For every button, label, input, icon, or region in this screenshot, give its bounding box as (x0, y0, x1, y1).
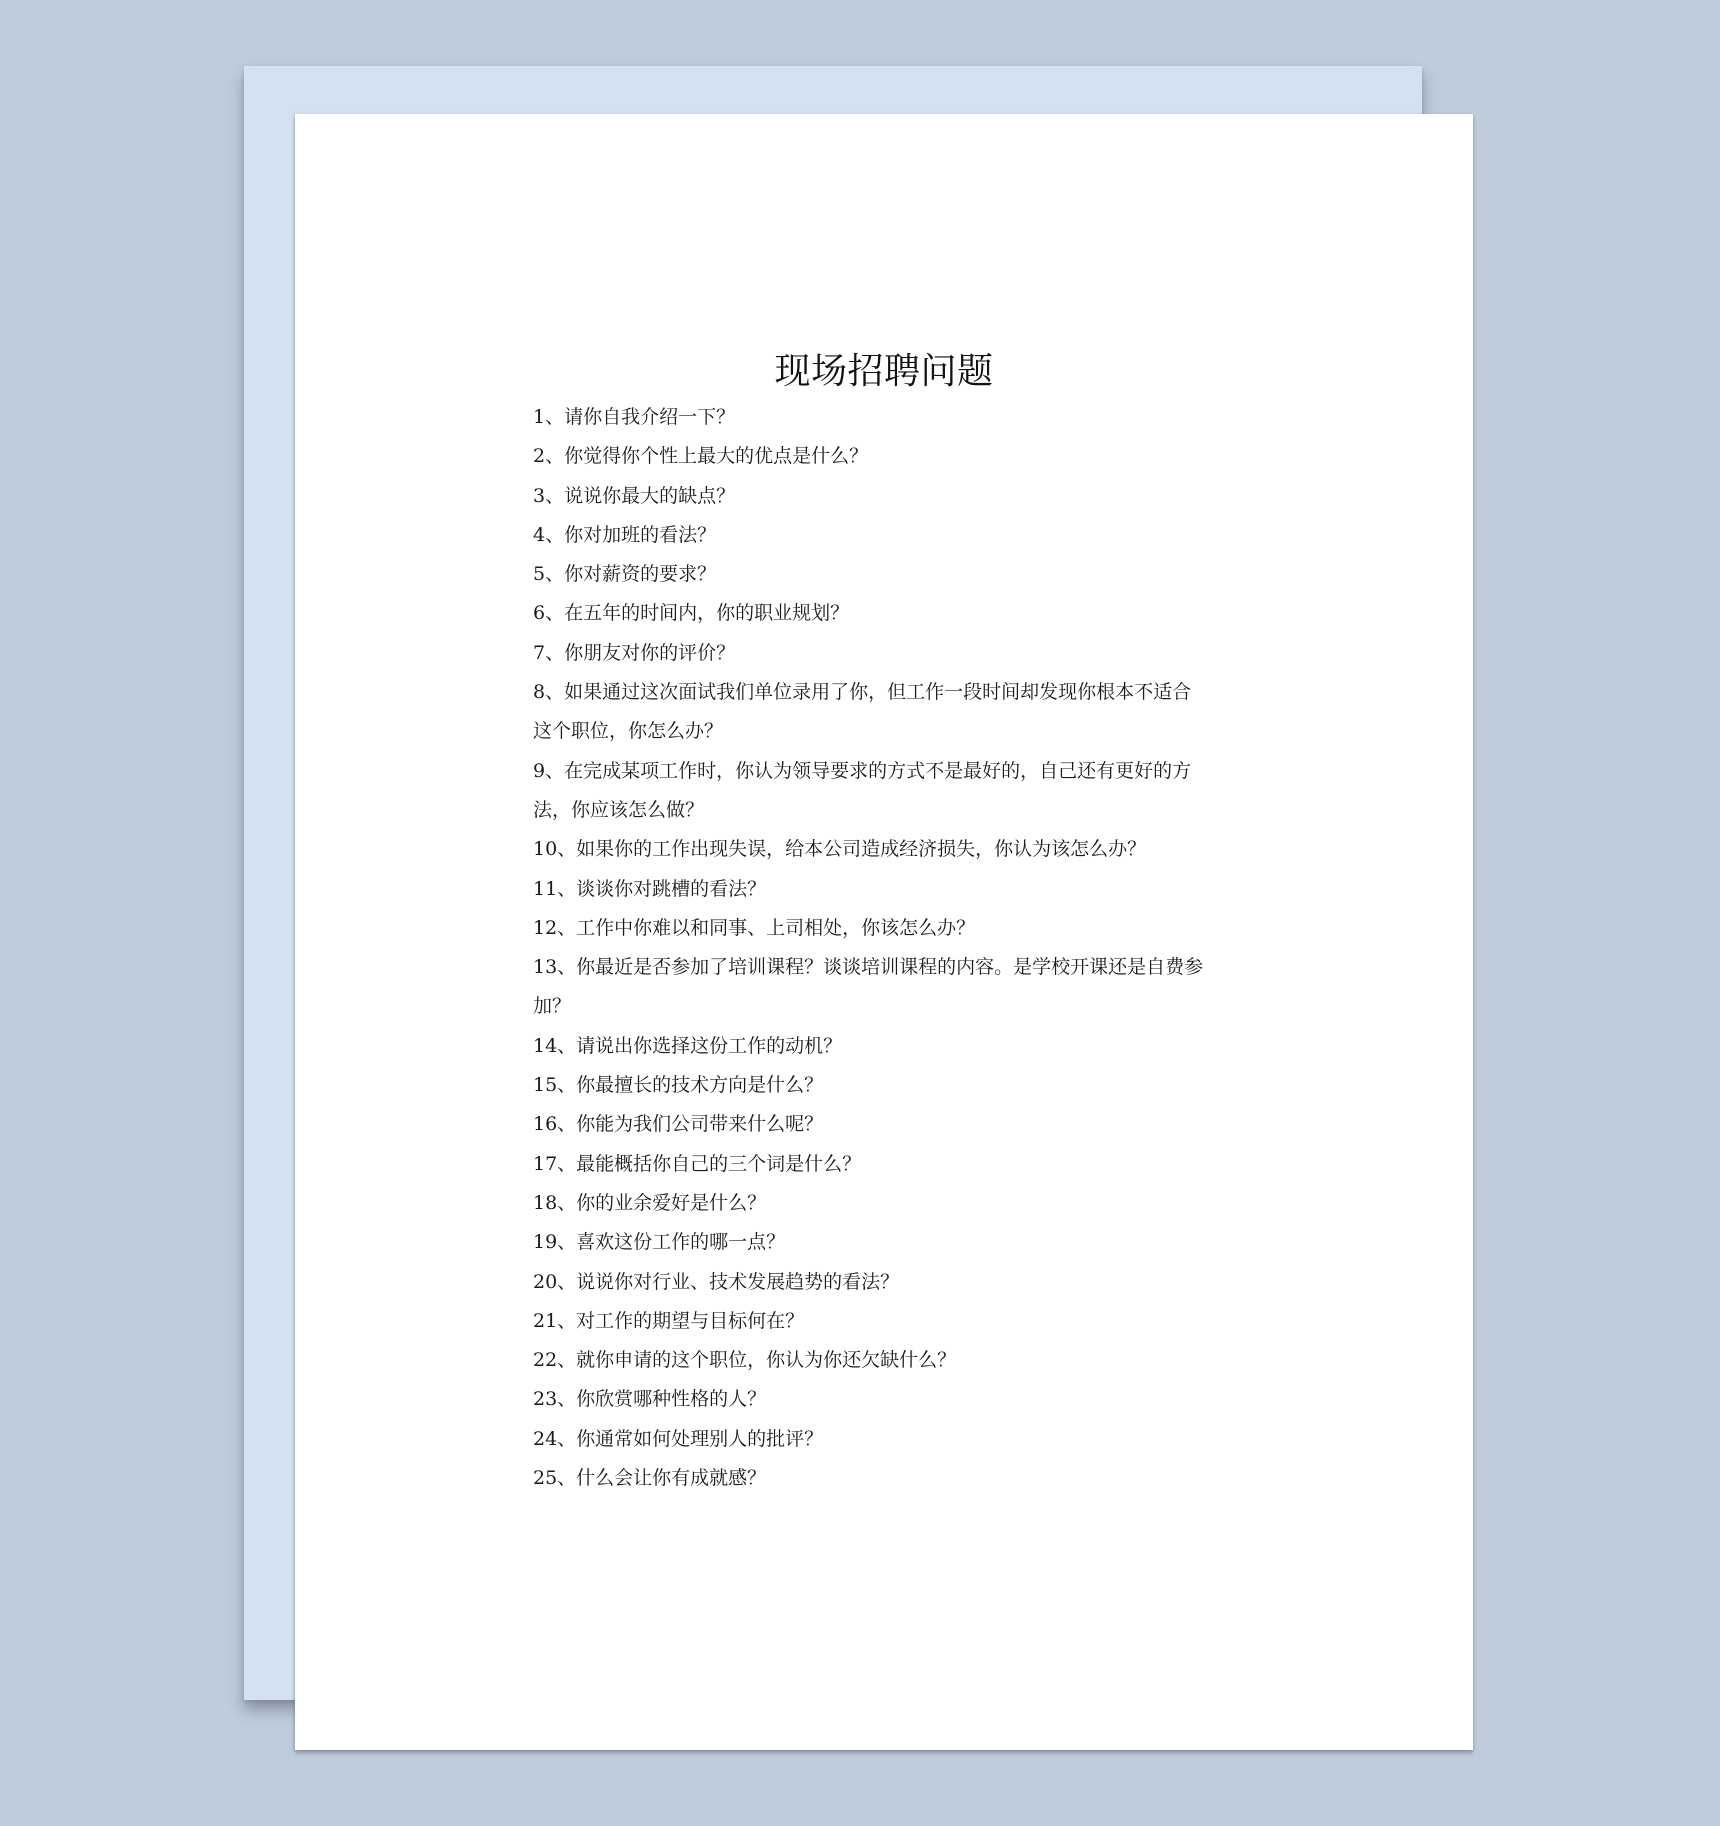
question-item (533, 437, 1253, 476)
question-item (533, 555, 1253, 594)
question-item (533, 1027, 1253, 1066)
question-item (533, 516, 1253, 555)
question-text: 2、你觉得你个性上最大的优点是什么？ (533, 445, 869, 468)
question-text: 20、说说你对行业、技术发展趋势的看法？ (533, 1270, 900, 1293)
question-item (533, 1105, 1253, 1144)
question-text: 17、最能概括你自己的三个词是什么？ (533, 1152, 862, 1175)
question-text: 10、如果你的工作出现失误，给本公司造成经济损失，你认为该怎么办？ (533, 838, 1147, 861)
question-text-continued: 加？ (533, 995, 572, 1018)
question-item (533, 870, 1253, 909)
question-text: 24、你通常如何处理别人的批评？ (533, 1427, 824, 1450)
question-text: 9、在完成某项工作时，你认为领导要求的方式不是最好的，自己还有更好的方 (533, 759, 1192, 782)
question-item (533, 830, 1253, 869)
question-item (533, 1459, 1253, 1498)
question-text: 18、你的业余爱好是什么？ (533, 1191, 767, 1214)
document-title: 现场招聘问题 (774, 351, 994, 392)
question-item (533, 1380, 1253, 1419)
question-text: 21、对工作的期望与目标何在？ (533, 1309, 805, 1332)
question-text: 5、你对薪资的要求？ (533, 563, 717, 586)
question-text: 14、请说出你选择这份工作的动机？ (533, 1034, 843, 1057)
question-item (533, 1263, 1253, 1302)
question-item (533, 398, 1253, 437)
question-text: 11、谈谈你对跳槽的看法？ (533, 877, 767, 900)
question-item (533, 477, 1253, 516)
question-text: 13、你最近是否参加了培训课程？谈谈培训课程的内容。是学校开课还是自费参 (533, 956, 1204, 979)
question-text-continued: 法，你应该怎么做？ (533, 798, 705, 821)
question-text: 12、工作中你难以和同事、上司相处，你该怎么办？ (533, 916, 976, 939)
question-text: 4、你对加班的看法？ (533, 523, 717, 546)
question-item (533, 634, 1253, 673)
question-text: 23、你欣赏哪种性格的人？ (533, 1388, 767, 1411)
question-text-continued: 这个职位，你怎么办？ (533, 720, 724, 743)
question-text: 15、你最擅长的技术方向是什么？ (533, 1074, 824, 1097)
question-item (533, 948, 1253, 1027)
question-text: 25、什么会让你有成就感？ (533, 1467, 767, 1490)
question-item (533, 673, 1253, 752)
question-item (533, 1302, 1253, 1341)
question-list (533, 398, 1253, 1498)
question-text: 3、说说你最大的缺点？ (533, 484, 736, 507)
question-text: 22、就你申请的这个职位，你认为你还欠缺什么？ (533, 1349, 957, 1372)
question-item (533, 752, 1253, 831)
question-text: 6、在五年的时间内，你的职业规划？ (533, 602, 850, 625)
question-item (533, 1145, 1253, 1184)
question-item (533, 1341, 1253, 1380)
question-item (533, 594, 1253, 633)
question-text: 16、你能为我们公司带来什么呢？ (533, 1113, 824, 1136)
question-text: 1、请你自我介绍一下？ (533, 406, 736, 428)
question-item (533, 1066, 1253, 1105)
question-text: 19、喜欢这份工作的哪一点？ (533, 1231, 786, 1254)
document-page (295, 114, 1473, 1750)
question-item (533, 909, 1253, 948)
question-item (533, 1223, 1253, 1262)
question-item (533, 1420, 1253, 1459)
question-text: 7、你朋友对你的评价？ (533, 641, 736, 664)
question-item (533, 1184, 1253, 1223)
question-text: 8、如果通过这次面试我们单位录用了你，但工作一段时间却发现你根本不适合 (533, 681, 1192, 704)
